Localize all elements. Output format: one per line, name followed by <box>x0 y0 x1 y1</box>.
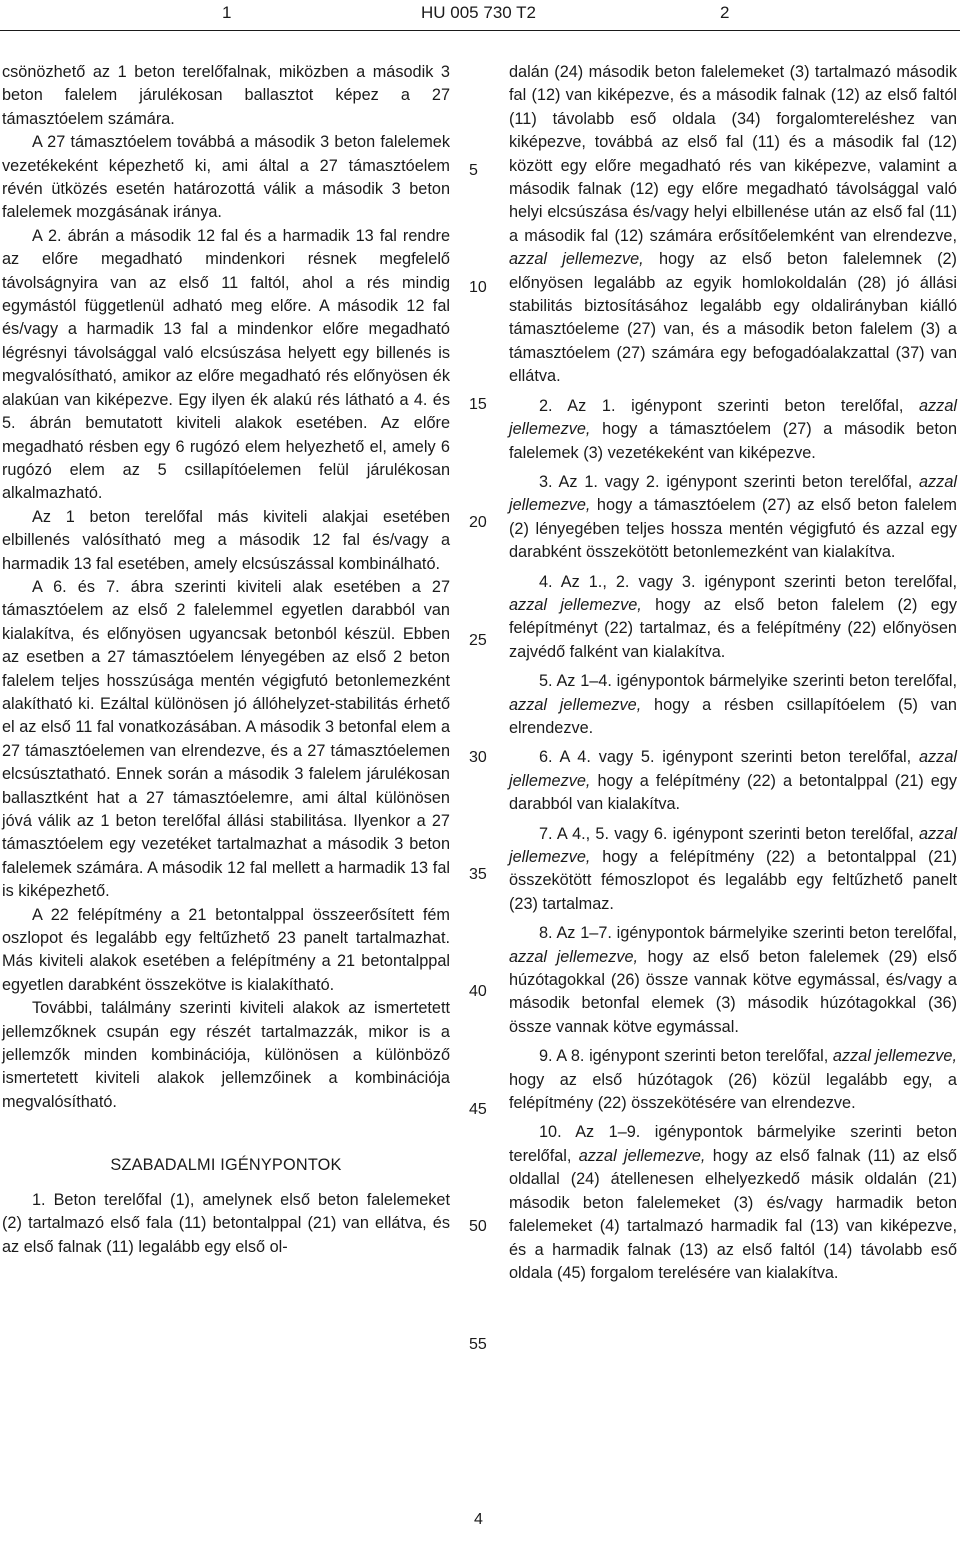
claim-1-continuation: dalán (24) második beton falelemeket (3) tartalmazó második fal (12) van kiképezve, és a második falnak (12) az első faltól (11) távolabb eső oldala (34) forgalomtereléshez van kiképezve, továbbá az első fal (11) és a második fal (12) között egy előre megadható rés van kiképezve, valamint a második falnak (12) egy előre megadható távolsággal való helyi elcsúszása és/vagy helyi elbillenése után az első fal (11) a második fal (12) számára erősítőelemként van elrendezve, azzal jellemezve, hogy az első beton falelemnek (2) előnyösen legalább az egyik homlokoldalán (28) jó állási stabilitás biztosításához legalább egy oldalirányban kiálló támasztóeleme (27) van, és a második beton falelem (3) a támasztóelem (27) számára egy befogadóalakzattal (37) van ellátva. <box>509 63 957 386</box>
line-number: 35 <box>469 866 487 883</box>
patent-number: HU 005 730 T2 <box>421 3 536 22</box>
line-number: 15 <box>469 396 487 413</box>
claim-emphasis: azzal jellemezve, <box>509 396 957 439</box>
claim-8: 8. Az 1–7. igénypontok bármelyike szerinti beton terelőfal, azzal jellemezve, hogy az első beton falelemek (29) első húzótagokkal (26) össze vannak kötve egymással, és/vagy a második betonfal elemek (3) második húzótagokkal (36) össze vannak kötve egymással. <box>509 924 957 1036</box>
paragraph: A 6. és 7. ábra szerinti kiviteli alak esetében a 27 támasztóelem az első 2 falelemmel egyetlen darabból van kialakítva, és előnyösen ugyancsak betonból készül. Ebben az esetben a 27 támasztóelem lényegében az első 2 beton falelem teljes hosszúsága mentén végigfutó betonlemezként alakítható ki. Ezáltal különösen jó állóhelyzet-stabilitás érhető el az első 11 fal vonatkozásában. A második 3 betonfal elem a 27 támasztóelemen van elrendezve, és a 27 támasztóelemen elcsúsztatható. Ennek során a második 3 falelem járulékosan ballasztként hat a 27 támasztóelemre, ami által különösen jóvá válik az 1 beton terelőfal állási stabilitása. Ilyenkor a 27 támasztóelem egy vezetéket tartalmazhat a második 3 beton falelemek számára. A második 12 fal mellett a harmadik 13 fal is kiképezhető. <box>2 577 450 901</box>
right-column <box>509 61 957 1285</box>
line-number: 20 <box>469 514 487 531</box>
page-number: 4 <box>474 1511 483 1528</box>
claim-emphasis: azzal jellemezve, <box>509 695 642 714</box>
claim-emphasis: azzal jellemezve, <box>509 947 639 966</box>
left-column-number: 1 <box>222 3 232 22</box>
line-number: 30 <box>469 749 487 766</box>
claim-7: 7. A 4., 5. vagy 6. igénypont szerinti beton terelőfal, azzal jellemezve, hogy a felépítmény (22) a betontalppal (21) összekötött fémoszlopot és legalább egy feltűzhető panelt (23) tartalmaz. <box>509 824 957 913</box>
header-rule <box>0 30 960 31</box>
claim-emphasis: azzal jellemezve, <box>509 748 957 790</box>
paragraph: A 2. ábrán a második 12 fal és a harmadik 13 fal rendre az előre megadható mindenkori résnek megfelelő távolságnyira van az első 11 faltól, ahol a rés mindig egymástól függetlenül adható meg előre. A második 12 fal és/vagy a harmadik 13 fal a mindenkor előre megadható légrésnyi távolsággal való elcsúszása helyett egy billenés is megvalósítható, amikor az előre megadható rés előnyösen ék alakúan van kiképezve. Egy ilyen ék alakú rés látható a 4. és 5. ábrán bemutatott kiviteli alakok esetében. Az előre megadható résben egy 6 rugózó elem helyezhető el, amely 6 rugózó elem az 5 csillapítóelemen felül járulékosan alkalmazható. <box>2 226 450 503</box>
paragraph: A 22 felépítmény a 21 betontalppal összeerősített fém oszlopot és legalább egy feltűzhető 23 panelt tartalmazhat. Más kiviteli alakok esetében a felépítmény a 21 betontalppal egyetlen darabként összekötve is kialakítható. <box>2 905 450 994</box>
claim-4: 4. Az 1., 2. vagy 3. igénypont szerinti beton terelőfal, azzal jellemezve, hogy az első beton falelem (2) egy felépítményt (22) tartalmaz, és a felépítmény (22) előnyösen zajvédő falként van kialakítva. <box>509 572 957 661</box>
line-number: 10 <box>469 279 487 296</box>
claim-emphasis: azzal jellemezve, <box>578 1146 706 1165</box>
claim-emphasis: azzal jellemezve, <box>832 1047 957 1066</box>
line-number: 45 <box>469 1101 487 1118</box>
line-number: 5 <box>469 162 478 179</box>
claim-1-start: 1. Beton terelőfal (1), amelynek első beton falelemeket (2) tartalmazó első fala (11) betontalppal (21) van ellátva, és az első falnak (11) legalább egy első ol- <box>2 1190 450 1256</box>
line-number: 40 <box>469 983 487 1000</box>
left-column <box>2 61 450 1259</box>
claim-2: 2. Az 1. igénypont szerinti beton terelőfal, azzal jellemezve, hogy a támasztóelem (27) a második beton falelemek (3) vezetékeként van kiképezve. <box>509 396 957 462</box>
paragraph: Az 1 beton terelőfal más kiviteli alakjai esetében elbillenés valósítható meg a második 12 fal és/vagy a harmadik 13 fal esetében, amely elcsúszással kombinálható. <box>2 507 450 573</box>
claim-5: 5. Az 1–4. igénypontok bármelyike szerinti beton terelőfal, azzal jellemezve, hogy a résben csillapítóelem (5) van elrendezve. <box>509 672 957 737</box>
claim-10: 10. Az 1–9. igénypontok bármelyike szerinti beton terelőfal, azzal jellemezve, hogy az első falnak (11) az első oldallal (24) átellenesen elhelyezkedő másik oldalán (21) második beton falelemeket (3) és/vagy harmadik beton falelemeket (4) tartalmazó harmadik fal (13) van kiképezve, és a harmadik falnak (13) az első faltól (14) távolabb eső oldala (45) forgalom terelésére van kialakítva. <box>509 1123 957 1282</box>
page-header <box>0 0 960 30</box>
paragraph: A 27 támasztóelem továbbá a második 3 beton falelemek vezetékeként képezhető ki, ami által a 27 támasztóelem révén ütközés esetén határozottá válik a második 3 beton falelemek mozgásának iránya. <box>2 133 450 222</box>
claim-emphasis: azzal jellemezve, <box>509 595 642 614</box>
claim-emphasis: azzal jellemezve, <box>509 250 644 269</box>
claim-3: 3. Az 1. vagy 2. igénypont szerinti beton terelőfal, azzal jellemezve, hogy a támasztóelem (27) az első beton falelem (2) lényegében teljes hossza mentén végigfutó és azzal egy darabként összekötött betonlemezként van kialakítva. <box>509 472 957 562</box>
claims-heading: SZABADALMI IGÉNYPONTOK <box>110 1156 342 1175</box>
paragraph: csönözhető az 1 beton terelőfalnak, miközben a második 3 beton falelem járulékosan ballasztot képez a 27 támasztóelem számára. <box>2 63 450 128</box>
right-column-number: 2 <box>720 3 730 22</box>
line-number: 50 <box>469 1218 487 1235</box>
claim-6: 6. A 4. vagy 5. igénypont szerinti beton terelőfal, azzal jellemezve, hogy a felépítmény (22) a betontalppal (21) egy darabból van kialakítva. <box>509 748 957 814</box>
paragraph: További, találmány szerinti kiviteli alakok az ismertetett jellemzőknek csupán egy részét tartalmazzák, mikor is a jellemzők minden kombinációja, különösen a különböző ismertetett kiviteli alakok jellemzőinek a kombinációja megvalósítható. <box>2 999 450 1111</box>
claim-emphasis: azzal jellemezve, <box>509 824 957 866</box>
line-number: 25 <box>469 632 487 649</box>
claim-9: 9. A 8. igénypont szerinti beton terelőfal, azzal jellemezve, hogy az első húzótagok (26) közül legalább egy, a felépítmény (22) összekötésére van elrendezve. <box>509 1047 957 1113</box>
claim-emphasis: azzal jellemezve, <box>509 472 957 515</box>
line-number: 55 <box>469 1336 487 1353</box>
